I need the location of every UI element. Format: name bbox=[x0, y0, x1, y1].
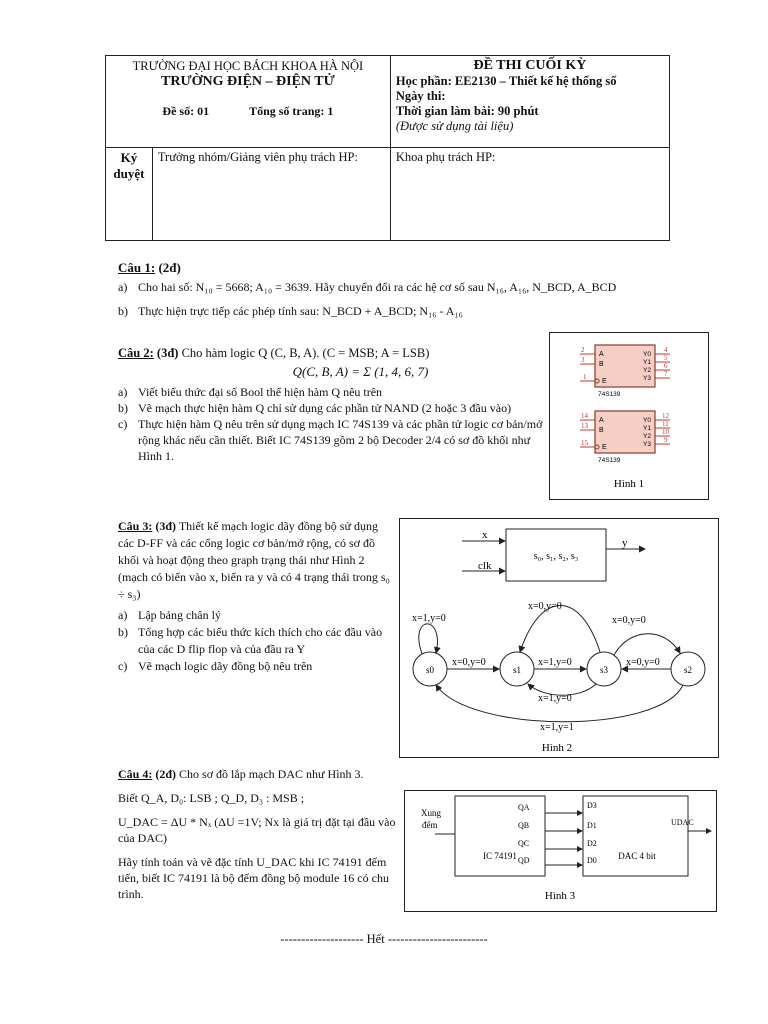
block-output-y: y bbox=[622, 537, 628, 549]
q1-b-text: Thực hiện trực tiếp các phép tính sau: N_BCD + A_BCD; N₁₆ - A₁₆ bbox=[138, 304, 463, 318]
state-s3 bbox=[587, 652, 621, 686]
state-s2 bbox=[671, 652, 705, 686]
q4-intro: Cho sơ đồ lắp mạch DAC như Hình 3. bbox=[179, 767, 364, 781]
pulse-label-2: đếm bbox=[422, 820, 438, 830]
ic1-pin-out-3: 7 bbox=[664, 370, 668, 378]
q2-c-text: Thực hiện hàm Q nêu trên sử dụng mạch IC 74S139 và các phần tử logic cơ bản/mở rộng khác nếu cần thiết. Biết IC 74S139 gồm 2 bộ Decoder 2/4 có sơ đồ khối như Hình 1. bbox=[138, 417, 543, 463]
counter-block bbox=[455, 796, 545, 876]
ic2-label-out-1: Y1 bbox=[643, 425, 651, 432]
figure-1 bbox=[549, 332, 709, 500]
counter-name: IC 74191 bbox=[483, 851, 517, 861]
edge-label-5: x=0,y=0 bbox=[528, 601, 562, 612]
q3-a-label: a) bbox=[118, 608, 128, 622]
question-4 bbox=[118, 766, 400, 902]
q2-b-label: b) bbox=[118, 401, 128, 415]
svg-text:s2: s2 bbox=[684, 665, 693, 675]
ic-block-1 bbox=[580, 345, 670, 398]
ic-block-2 bbox=[580, 411, 670, 464]
ic-74s139-diagram bbox=[550, 333, 708, 499]
question-3 bbox=[118, 518, 393, 675]
q2-a-label: a) bbox=[118, 385, 128, 399]
ic2-pin-out-1: 11 bbox=[662, 420, 669, 428]
ic2-pin-in-1: 13 bbox=[581, 422, 588, 430]
exam-duration: Thời gian làm bài: 90 phút bbox=[395, 104, 539, 118]
leader-label: Trưởng nhóm/Giảng viên phụ trách HP: bbox=[157, 150, 358, 164]
block-states: s₀, s₁, s₂, s₃ bbox=[533, 551, 579, 562]
university-name: TRƯỜNG ĐẠI HỌC BÁCH KHOA HÀ NỘI bbox=[132, 59, 364, 73]
q4-line-3: Hãy tính toán và vẽ đặc tính U_DAC khi IC 74191 đếm tiến, biết IC 74191 là bộ đếm đồng bộ module 16 có chu trình. bbox=[118, 855, 389, 901]
q1-b-label: b) bbox=[118, 304, 128, 318]
state-diagram bbox=[400, 519, 718, 757]
edge-label-6: x=1,y=0 bbox=[538, 693, 572, 704]
q3-b-text: Tổng hợp các biểu thức kích thích cho các đầu vào của các D flip flop và của đầu ra Y bbox=[138, 625, 383, 656]
figure-2-caption: Hình 2 bbox=[541, 742, 573, 754]
q4-line-1: Biết Q_A, D₀: LSB ; Q_D, D₃ : MSB ; bbox=[118, 791, 305, 805]
q2-formula: Q(C, B, A) = Σ (1, 4, 6, 7) bbox=[292, 364, 429, 379]
q2-c-label: c) bbox=[118, 417, 128, 431]
exam-code: Đề số: 01 bbox=[162, 104, 210, 118]
q4-points: (2đ) bbox=[155, 767, 177, 781]
ic1-pin-in-0: 2 bbox=[581, 346, 585, 354]
edge-label-1: x=0,y=0 bbox=[452, 657, 486, 668]
pulse-label-1: Xung bbox=[421, 808, 441, 818]
edge-label-7: x=1,y=1 bbox=[540, 722, 574, 733]
ic1-label-out-2: Y2 bbox=[643, 367, 651, 374]
ic2-label-in-0: A bbox=[599, 417, 604, 424]
edge-label-0: x=1,y=0 bbox=[412, 613, 446, 624]
ic2-label-out-2: Y2 bbox=[643, 433, 651, 440]
q-output-c: QC bbox=[518, 839, 530, 848]
dac-name: DAC 4 bit bbox=[618, 851, 656, 861]
ic1-pin-in-2: 1 bbox=[583, 373, 587, 381]
ic1-pin-out-0: 4 bbox=[664, 346, 668, 354]
ic1-label-in-0: A bbox=[599, 351, 604, 358]
q1-a-label: a) bbox=[118, 280, 128, 294]
q2-title: Câu 2: bbox=[118, 346, 154, 360]
figure-2 bbox=[399, 518, 719, 758]
ic1-label-in-2: E bbox=[602, 378, 607, 385]
state-s1 bbox=[500, 652, 534, 686]
svg-text:s3: s3 bbox=[600, 665, 609, 675]
edge-label-4: x=0,y=0 bbox=[612, 615, 646, 626]
total-pages: Tổng số trang: 1 bbox=[249, 104, 334, 118]
state-s0 bbox=[413, 652, 447, 686]
q3-a-text: Lập bảng chân lý bbox=[138, 608, 221, 622]
dac-output-label: UDAC bbox=[671, 818, 694, 827]
q2-intro: Cho hàm logic Q (C, B, A). (C = MSB; A = LSB) bbox=[181, 346, 430, 360]
exam-header-table bbox=[105, 55, 670, 241]
edge-label-3: x=0,y=0 bbox=[626, 657, 660, 668]
figure-1-caption: Hình 1 bbox=[613, 478, 645, 490]
figure-3 bbox=[404, 790, 717, 912]
ic2-pin-out-0: 12 bbox=[662, 412, 669, 420]
q2-points: (3đ) bbox=[156, 346, 179, 360]
question-2 bbox=[118, 345, 543, 464]
ic2-pin-in-0: 14 bbox=[581, 412, 588, 420]
q3-intro: Thiết kế mạch logic dãy đồng bộ sử dụng các D-FF và các cổng logic cơ bản/mở rộng, có sơ đồ khối và hoạt động theo graph trạng thái như Hình 2 (mạch có biến vào x, biến ra y và có 4 trạng thái trong s₀ ÷ s₃) bbox=[118, 519, 390, 601]
ic1-label-out-1: Y1 bbox=[643, 359, 651, 366]
ic2-label-in-1: B bbox=[599, 427, 604, 434]
ic1-label-out-3: Y3 bbox=[643, 375, 651, 382]
q4-line-2: U_DAC = ΔU * Nₓ (ΔU =1V; Nx là giá trị đặt tại đầu vào của DAC) bbox=[118, 815, 396, 845]
q3-title: Câu 3: bbox=[118, 519, 153, 533]
ic1-pin-out-2: 6 bbox=[664, 362, 668, 370]
dac-circuit-diagram bbox=[405, 791, 716, 911]
q3-c-label: c) bbox=[118, 659, 128, 673]
q1-a-text: Cho hai số: N₁₀ = 5668; A₁₀ = 3639. Hãy chuyển đổi ra các hệ cơ số sau N₁₆, A₁₆, N_BCD, A_BCD bbox=[138, 280, 617, 294]
ic1-label-out-0: Y0 bbox=[643, 351, 651, 358]
q1-title: Câu 1: bbox=[118, 260, 156, 275]
ic2-label-out-0: Y0 bbox=[643, 417, 651, 424]
block-input-clk: clk bbox=[478, 560, 492, 572]
svg-text:s0: s0 bbox=[426, 665, 435, 675]
school-name: TRƯỜNG ĐIỆN – ĐIỆN TỬ bbox=[161, 74, 335, 89]
d-input-0: D0 bbox=[587, 856, 597, 865]
approval-label: Ký duyệt bbox=[113, 150, 145, 181]
ic2-pin-out-2: 10 bbox=[662, 428, 669, 436]
exam-title: ĐỀ THI CUỐI KỲ bbox=[473, 58, 587, 73]
d-input-2: D2 bbox=[587, 839, 597, 848]
svg-text:s1: s1 bbox=[513, 665, 522, 675]
ic1-name: 74S139 bbox=[598, 391, 621, 398]
ic1-pin-in-1: 3 bbox=[581, 356, 585, 364]
figure-3-caption: Hình 3 bbox=[544, 890, 576, 902]
dac-block bbox=[583, 796, 688, 876]
exam-date: Ngày thi: bbox=[395, 89, 446, 103]
ic2-pin-out-3: 9 bbox=[664, 436, 668, 444]
d-input-3: D3 bbox=[587, 801, 597, 810]
edge-label-2: x=1,y=0 bbox=[538, 657, 572, 668]
faculty-label: Khoa phụ trách HP: bbox=[395, 150, 496, 164]
ic2-name: 74S139 bbox=[598, 457, 621, 464]
end-marker: -------------------- Hết ------------------------ bbox=[280, 932, 488, 946]
ic1-label-in-1: B bbox=[599, 361, 604, 368]
q3-points: (3đ) bbox=[155, 519, 177, 533]
d-input-1: D1 bbox=[587, 821, 597, 830]
q3-c-text: Vẽ mạch logic dãy đồng bộ nêu trên bbox=[138, 659, 313, 673]
materials-note: (Được sử dụng tài liệu) bbox=[395, 119, 514, 133]
ic2-label-out-3: Y3 bbox=[643, 441, 651, 448]
q-output-a: QA bbox=[518, 803, 530, 812]
q-output-d: QD bbox=[518, 856, 530, 865]
q2-b-text: Vẽ mạch thực hiện hàm Q chỉ sử dụng các phần tử NAND (2 hoặc 3 đầu vào) bbox=[138, 401, 512, 415]
q-output-b: QB bbox=[518, 821, 530, 830]
ic2-pin-in-2: 15 bbox=[581, 439, 588, 447]
ic2-label-in-2: E bbox=[602, 444, 607, 451]
ic1-pin-out-1: 5 bbox=[664, 354, 668, 362]
q2-a-text: Viết biểu thức đại số Bool thể hiện hàm Q nêu trên bbox=[138, 385, 383, 399]
block-input-x: x bbox=[482, 529, 488, 541]
q1-points: (2đ) bbox=[158, 260, 181, 275]
q3-b-label: b) bbox=[118, 625, 128, 639]
course-name: Học phần: EE2130 – Thiết kế hệ thống số bbox=[395, 74, 617, 88]
question-1 bbox=[118, 260, 658, 319]
q4-title: Câu 4: bbox=[118, 767, 153, 781]
